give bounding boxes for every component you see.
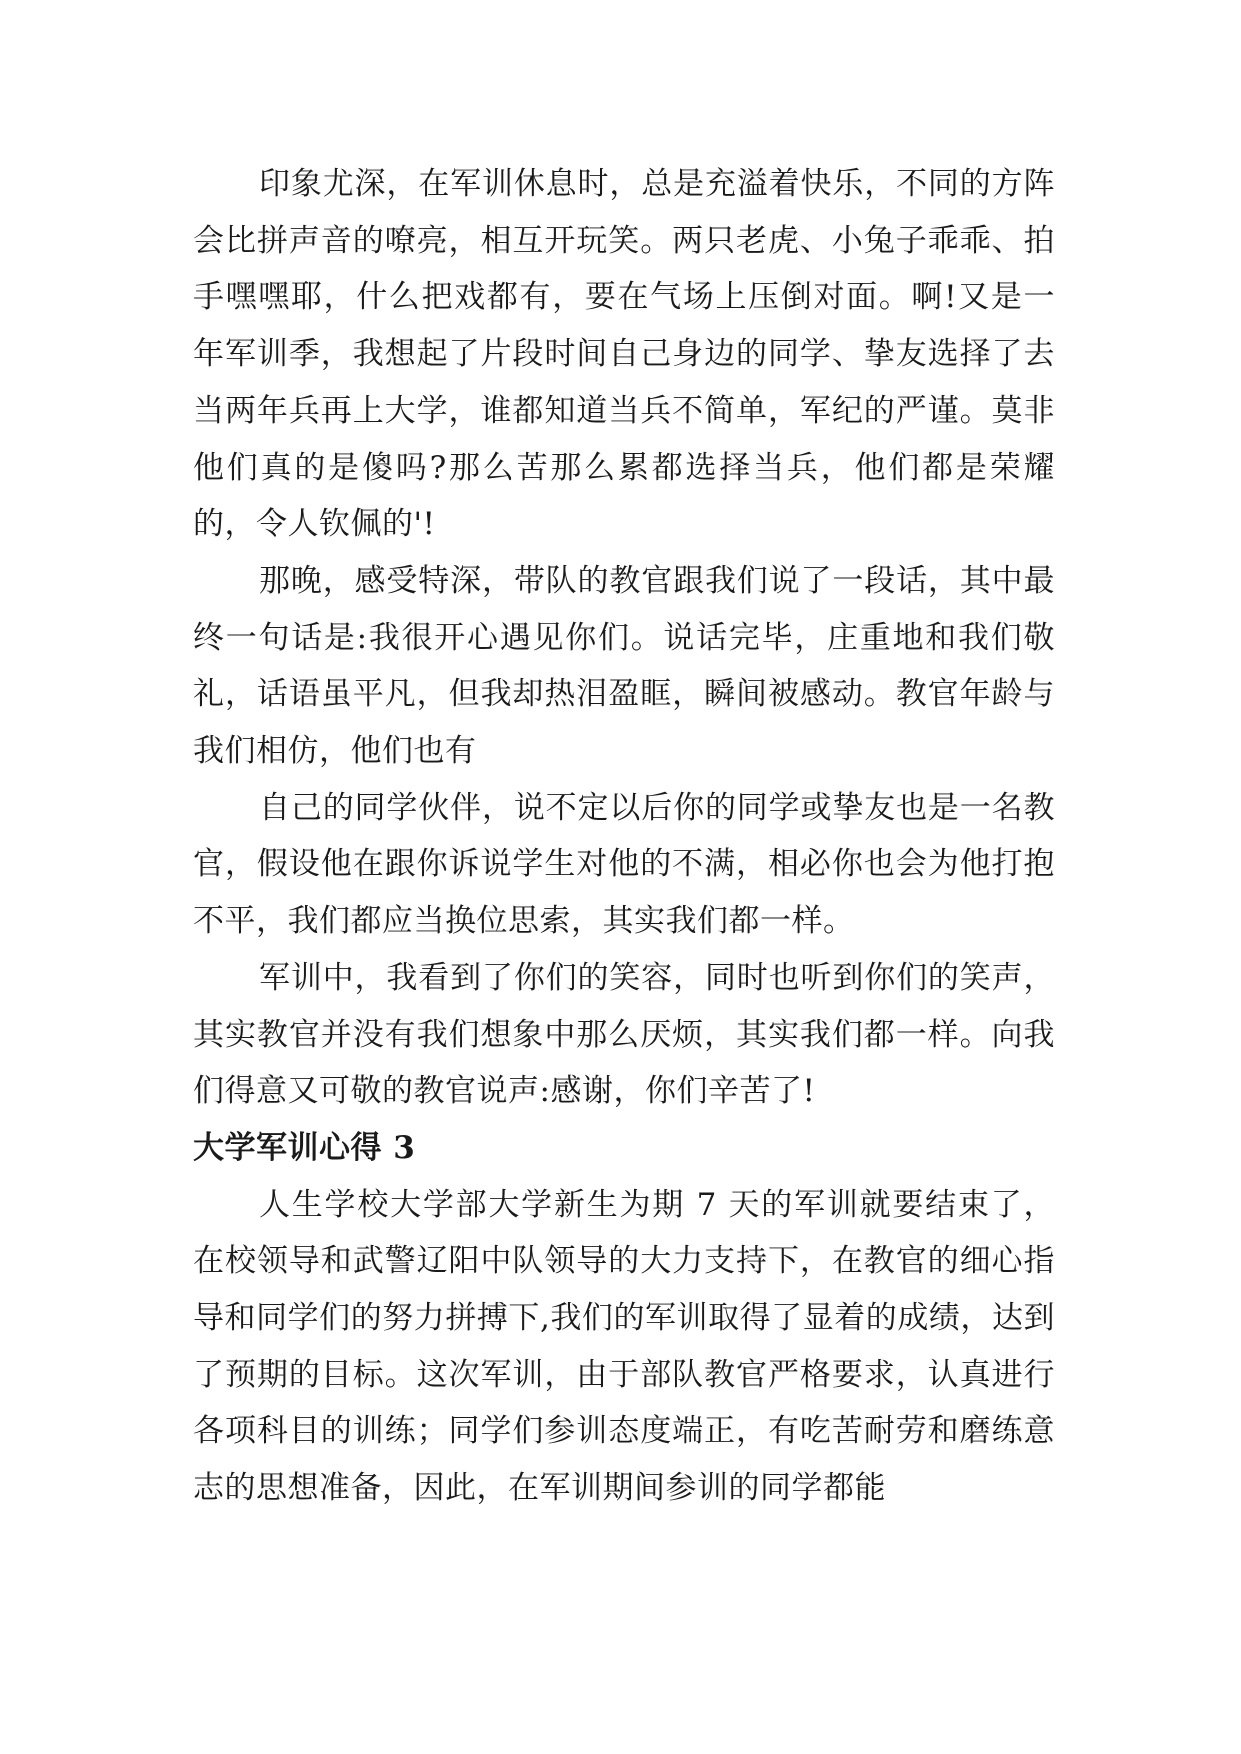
document-page — [193, 156, 1055, 1517]
paragraph-1: 印象尤深，在军训休息时，总是充溢着快乐，不同的方阵会比拼声音的嘹亮，相互开玩笑。两只老虎、小兔子乖乖、拍手嘿嘿耶，什么把戏都有，要在气场上压倒对面。啊!又是一年军训季，我想起了片段时间自己身边的同学、挚友选择了去当两年兵再上大学，谁都知道当兵不简单，军纪的严谨。莫非他们真的是傻吗?那么苦那么累都选择当兵，他们都是荣耀的，令人钦佩的'! — [193, 166, 1055, 543]
paragraph-2: 那晚，感受特深，带队的教官跟我们说了一段话，其中最终一句话是:我很开心遇见你们。说话完毕，庄重地和我们敬礼，话语虽平凡，但我却热泪盈眶，瞬间被感动。教官年龄与我们相仿，他们也有 — [193, 562, 1055, 770]
section-heading: 大学军训心得 3 — [193, 1129, 416, 1166]
paragraph-5: 人生学校大学部大学新生为期 7 天的军训就要结束了，在校领导和武警辽阳中队领导的大力支持下，在教官的细心指导和同学们的努力拼搏下,我们的军训取得了显着的成绩，达到了预期的目标。这次军训，由于部队教官严格要求，认真进行各项科目的训练；同学们参训态度端正，有吃苦耐劳和磨练意志的思想准备，因此，在军训期间参训的同学都能 — [193, 1186, 1055, 1507]
paragraph-3: 自己的同学伙伴，说不定以后你的同学或挚友也是一名教官，假设他在跟你诉说学生对他的不满，相必你也会为他打抱不平，我们都应当换位思索，其实我们都一样。 — [193, 789, 1055, 940]
paragraph-4: 军训中，我看到了你们的笑容，同时也听到你们的笑声，其实教官并没有我们想象中那么厌烦，其实我们都一样。向我们得意又可敬的教官说声:感谢，你们辛苦了! — [193, 959, 1055, 1110]
